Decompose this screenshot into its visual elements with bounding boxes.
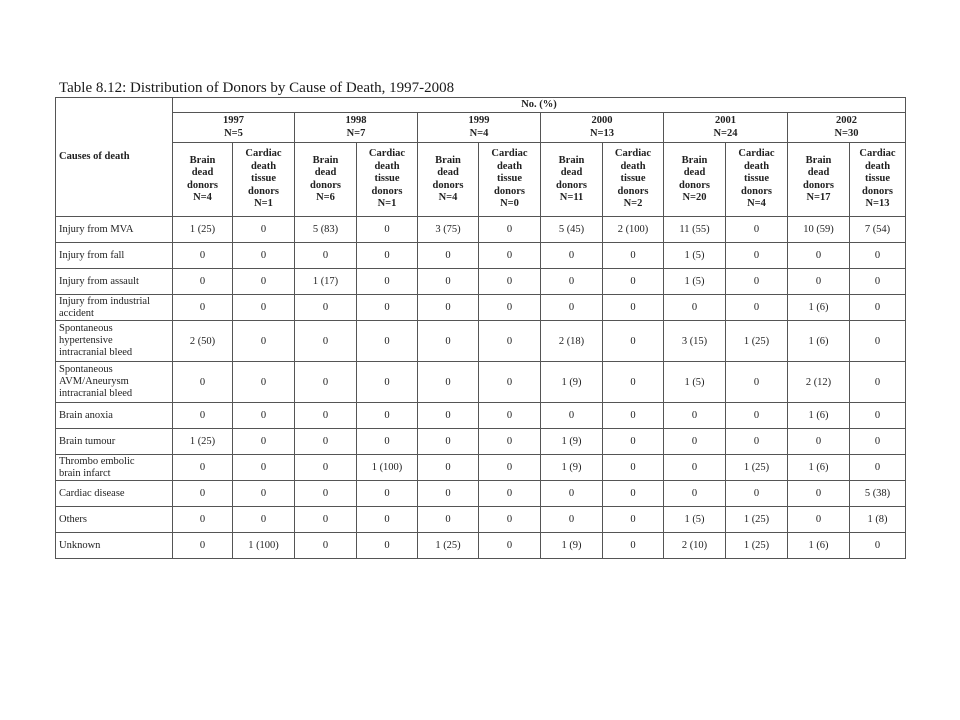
value-cell: 0 [173, 243, 233, 269]
cause-label: hypertensive [59, 335, 113, 346]
value-cell: 5 (45) [541, 217, 603, 243]
header-line: tissue [250, 173, 277, 185]
year-total: N=5 [224, 127, 243, 139]
value-cell: 1 (5) [664, 507, 726, 533]
value-cell: 0 [603, 507, 664, 533]
header-line: death [743, 160, 770, 172]
header-line: dead [807, 167, 830, 178]
value-cell: 2 (10) [664, 533, 726, 559]
year-header [295, 113, 418, 143]
header-line: death [374, 160, 400, 172]
value-cell: 0 [173, 295, 233, 321]
cause-label: Spontaneous [59, 364, 113, 375]
header-line: dead [560, 167, 583, 178]
cardiac-death-donors-header [479, 143, 541, 217]
value-cell: 0 [788, 481, 850, 507]
value-cell: 0 [295, 295, 357, 321]
value-cell: 1 (100) [357, 455, 418, 481]
value-cell: 0 [295, 362, 357, 403]
cause-label: Brain tumour [59, 435, 116, 447]
value-cell: 0 [479, 481, 541, 507]
value-cell: 0 [479, 321, 541, 362]
value-cell: 0 [850, 243, 906, 269]
value-cell: 0 [173, 481, 233, 507]
value-cell: 0 [603, 403, 664, 429]
value-cell: 1 (100) [233, 533, 295, 559]
value-cell: 0 [479, 217, 541, 243]
value-cell: 0 [788, 507, 850, 533]
header-line: Cardiac [859, 148, 896, 160]
header-line: Cardiac [245, 148, 282, 160]
table-row [56, 217, 906, 243]
header-line: N=17 [806, 192, 831, 203]
cause-label: Injury from fall [59, 249, 125, 261]
value-cell: 0 [233, 295, 295, 321]
value-cell: 5 (38) [850, 481, 906, 507]
value-cell: 0 [357, 507, 418, 533]
header-line: Brain [681, 154, 708, 166]
year-total: N=4 [469, 127, 489, 139]
table-row [56, 429, 906, 455]
value-cell: 1 (25) [726, 321, 788, 362]
value-cell: 0 [357, 533, 418, 559]
value-cell: 0 [357, 217, 418, 243]
header-line: donors [310, 179, 341, 191]
value-cell: 1 (6) [788, 321, 850, 362]
year-label: 1998 [345, 115, 367, 126]
value-cell: 0 [418, 269, 479, 295]
value-cell: 0 [357, 321, 418, 362]
brain-dead-donors-header [541, 143, 603, 217]
table-row [56, 403, 906, 429]
value-cell: 1 (9) [541, 429, 603, 455]
value-cell: 0 [357, 403, 418, 429]
value-cell: 0 [479, 243, 541, 269]
header-row-donor-types [56, 143, 906, 217]
cause-cell [56, 481, 173, 507]
value-cell: 0 [357, 429, 418, 455]
value-cell: 0 [233, 429, 295, 455]
header-line: N=0 [500, 198, 519, 210]
year-header [418, 113, 541, 143]
value-cell: 0 [788, 269, 850, 295]
value-cell: 0 [173, 533, 233, 559]
value-cell: 1 (25) [726, 507, 788, 533]
value-cell: 0 [418, 295, 479, 321]
value-cell: 0 [357, 243, 418, 269]
cause-cell [56, 269, 173, 295]
value-cell: 11 (55) [664, 217, 726, 243]
header-line: N=11 [559, 192, 584, 203]
value-cell: 0 [850, 533, 906, 559]
cardiac-death-donors-header [603, 143, 664, 217]
value-cell: 0 [173, 362, 233, 403]
value-cell: 0 [603, 269, 664, 295]
header-line: donors [371, 185, 403, 197]
value-cell: 10 (59) [788, 217, 850, 243]
cause-label: intracranial bleed [59, 388, 133, 399]
value-cell: 1 (9) [541, 533, 603, 559]
value-cell: 2 (12) [788, 362, 850, 403]
value-cell: 0 [295, 243, 357, 269]
header-line: donors [187, 179, 218, 191]
header-line: donors [248, 185, 279, 197]
value-cell: 0 [726, 429, 788, 455]
year-total: N=7 [346, 127, 366, 139]
value-cell: 0 [664, 295, 726, 321]
cause-cell [56, 295, 173, 321]
year-label: 2002 [836, 115, 857, 126]
cause-cell [56, 507, 173, 533]
brain-dead-donors-header [173, 143, 233, 217]
header-line: donors [617, 185, 649, 197]
value-cell: 0 [603, 455, 664, 481]
header-line: N=4 [438, 192, 458, 203]
header-line: donors [803, 179, 834, 191]
cause-cell [56, 429, 173, 455]
header-line: Brain [805, 154, 832, 166]
header-line: donors [862, 185, 893, 197]
value-cell: 0 [233, 455, 295, 481]
value-cell: 0 [479, 362, 541, 403]
cause-cell [56, 217, 173, 243]
value-cell: 0 [603, 321, 664, 362]
value-cell: 0 [726, 481, 788, 507]
value-cell: 0 [479, 455, 541, 481]
value-cell: 0 [726, 243, 788, 269]
value-cell: 0 [603, 533, 664, 559]
value-cell: 0 [726, 295, 788, 321]
value-cell: 0 [233, 403, 295, 429]
value-cell: 0 [541, 243, 603, 269]
header-line: death [496, 160, 523, 172]
value-cell: 1 (5) [664, 243, 726, 269]
cause-cell [56, 243, 173, 269]
value-cell: 0 [850, 321, 906, 362]
header-line: donors [432, 179, 464, 191]
year-total: N=24 [713, 127, 738, 139]
value-cell: 0 [541, 481, 603, 507]
value-cell: 0 [664, 455, 726, 481]
value-cell: 0 [726, 269, 788, 295]
value-cell: 0 [541, 295, 603, 321]
value-cell: 0 [850, 295, 906, 321]
header-line: dead [683, 167, 706, 178]
table-title: Table 8.12: Distribution of Donors by Cause of Death, 1997-2008 [59, 80, 455, 96]
value-cell: 0 [788, 243, 850, 269]
value-cell: 0 [850, 455, 906, 481]
year-total: N=30 [834, 127, 859, 139]
value-cell: 1 (6) [788, 295, 850, 321]
cause-label: accident [59, 307, 94, 319]
header-line: tissue [743, 173, 770, 185]
value-cell: 1 (17) [295, 269, 357, 295]
value-cell: 1 (6) [788, 533, 850, 559]
value-cell: 0 [850, 362, 906, 403]
cause-label: Thrombo embolic [59, 455, 135, 467]
cardiac-death-donors-header [357, 143, 418, 217]
value-cell: 0 [173, 403, 233, 429]
table-row [56, 362, 906, 403]
year-total: N=13 [589, 127, 615, 139]
value-cell: 0 [664, 429, 726, 455]
value-cell: 0 [850, 403, 906, 429]
cause-label: Injury from industrial [59, 295, 150, 307]
header-line: dead [191, 167, 214, 178]
table-row [56, 455, 906, 481]
value-cell: 1 (8) [850, 507, 906, 533]
header-line: Cardiac [614, 148, 652, 160]
header-line: N=6 [316, 192, 335, 203]
header-line: N=4 [747, 198, 766, 210]
value-cell: 0 [233, 481, 295, 507]
header-line: N=2 [623, 198, 643, 210]
value-cell: 0 [233, 269, 295, 295]
header-line: Brain [189, 154, 216, 166]
value-cell: 0 [418, 362, 479, 403]
value-cell: 0 [479, 269, 541, 295]
cardiac-death-donors-header [850, 143, 906, 217]
cause-label: Unknown [59, 539, 101, 551]
value-cell: 3 (75) [418, 217, 479, 243]
year-header [788, 113, 906, 143]
header-line: N=20 [682, 192, 707, 203]
value-cell: 0 [173, 269, 233, 295]
cause-label: brain infarct [59, 467, 111, 479]
header-line: Brain [312, 154, 339, 166]
value-cell: 0 [479, 295, 541, 321]
table-row [56, 533, 906, 559]
cause-cell [56, 455, 173, 481]
value-cell: 0 [850, 269, 906, 295]
cause-label: Spontaneous [59, 323, 113, 334]
value-cell: 0 [418, 455, 479, 481]
value-cell: 0 [295, 321, 357, 362]
value-cell: 7 (54) [850, 217, 906, 243]
value-cell: 0 [479, 403, 541, 429]
cause-cell [56, 362, 173, 403]
header-line: donors [556, 179, 587, 191]
year-header [664, 113, 788, 143]
table-row [56, 321, 906, 362]
value-cell: 0 [788, 429, 850, 455]
cause-label: AVM/Aneurysm [59, 376, 129, 387]
value-cell: 0 [295, 533, 357, 559]
header-line: Brain [435, 154, 461, 166]
donor-distribution-table [55, 97, 906, 559]
header-line: tissue [864, 173, 891, 185]
value-cell: 0 [418, 429, 479, 455]
year-label: 2001 [715, 115, 736, 126]
header-row-years [56, 113, 906, 143]
year-label: 1997 [223, 115, 244, 126]
count-percent-header: No. (%) [173, 98, 906, 113]
header-line: N=4 [193, 192, 212, 203]
value-cell: 1 (5) [664, 362, 726, 403]
header-line: tissue [620, 173, 646, 185]
value-cell: 0 [233, 321, 295, 362]
header-line: death [620, 160, 646, 172]
header-line: tissue [496, 173, 523, 185]
value-cell: 0 [173, 507, 233, 533]
value-cell: 0 [726, 362, 788, 403]
value-cell: 0 [603, 243, 664, 269]
value-cell: 0 [418, 507, 479, 533]
year-header [173, 113, 295, 143]
value-cell: 1 (6) [788, 403, 850, 429]
header-line: donors [679, 179, 710, 191]
value-cell: 1 (25) [726, 533, 788, 559]
value-cell: 1 (25) [726, 455, 788, 481]
cause-cell [56, 321, 173, 362]
value-cell: 0 [603, 481, 664, 507]
header-line: death [250, 160, 277, 172]
table-row [56, 481, 906, 507]
value-cell: 2 (50) [173, 321, 233, 362]
value-cell: 1 (5) [664, 269, 726, 295]
value-cell: 0 [541, 269, 603, 295]
table-row [56, 507, 906, 533]
header-row-group [56, 98, 906, 113]
value-cell: 0 [850, 429, 906, 455]
value-cell: 0 [295, 507, 357, 533]
year-label: 2000 [591, 115, 613, 126]
cause-label: Brain anoxia [59, 409, 113, 421]
value-cell: 0 [603, 429, 664, 455]
cause-label: intracranial bleed [59, 347, 133, 358]
header-line: dead [437, 167, 459, 178]
header-line: Brain [558, 154, 585, 166]
value-cell: 0 [173, 455, 233, 481]
value-cell: 0 [357, 295, 418, 321]
value-cell: 0 [541, 507, 603, 533]
year-label: 1999 [468, 115, 490, 126]
header-line: N=1 [377, 198, 397, 210]
header-line: N=13 [865, 198, 890, 210]
value-cell: 0 [295, 455, 357, 481]
value-cell: 0 [295, 403, 357, 429]
value-cell: 0 [418, 481, 479, 507]
value-cell: 0 [233, 243, 295, 269]
value-cell: 1 (9) [541, 455, 603, 481]
value-cell: 5 (83) [295, 217, 357, 243]
cause-cell [56, 533, 173, 559]
cause-label: Injury from assault [59, 275, 139, 287]
value-cell: 0 [479, 533, 541, 559]
cause-cell [56, 403, 173, 429]
cause-label: Cardiac disease [59, 487, 125, 499]
header-line: dead [314, 167, 337, 178]
brain-dead-donors-header [418, 143, 479, 217]
value-cell: 0 [357, 269, 418, 295]
value-cell: 0 [295, 481, 357, 507]
value-cell: 0 [479, 429, 541, 455]
value-cell: 1 (25) [173, 429, 233, 455]
value-cell: 0 [418, 321, 479, 362]
value-cell: 0 [726, 403, 788, 429]
value-cell: 0 [603, 362, 664, 403]
value-cell: 0 [233, 362, 295, 403]
causes-column-header: Causes of death [56, 98, 173, 217]
value-cell: 0 [233, 217, 295, 243]
header-line: N=1 [254, 198, 273, 210]
header-line: Cardiac [368, 148, 406, 160]
header-line: donors [741, 185, 772, 197]
value-cell: 2 (18) [541, 321, 603, 362]
header-line: donors [494, 185, 525, 197]
value-cell: 1 (25) [418, 533, 479, 559]
cardiac-death-donors-header [233, 143, 295, 217]
header-line: Cardiac [491, 148, 528, 160]
cause-label: Others [59, 513, 87, 525]
brain-dead-donors-header [295, 143, 357, 217]
value-cell: 0 [664, 403, 726, 429]
table-row [56, 295, 906, 321]
brain-dead-donors-header [664, 143, 726, 217]
value-cell: 0 [233, 507, 295, 533]
value-cell: 0 [295, 429, 357, 455]
table-row [56, 269, 906, 295]
value-cell: 0 [357, 481, 418, 507]
value-cell: 0 [357, 362, 418, 403]
value-cell: 1 (6) [788, 455, 850, 481]
value-cell: 1 (25) [173, 217, 233, 243]
value-cell: 0 [418, 243, 479, 269]
cardiac-death-donors-header [726, 143, 788, 217]
value-cell: 0 [541, 403, 603, 429]
header-line: death [864, 160, 891, 172]
value-cell: 2 (100) [603, 217, 664, 243]
table-row [56, 243, 906, 269]
value-cell: 0 [418, 403, 479, 429]
value-cell: 1 (9) [541, 362, 603, 403]
year-header [541, 113, 664, 143]
value-cell: 0 [603, 295, 664, 321]
value-cell: 0 [664, 481, 726, 507]
header-line: tissue [374, 173, 400, 185]
value-cell: 0 [726, 217, 788, 243]
header-line: Cardiac [738, 148, 775, 160]
cause-label: Injury from MVA [59, 223, 134, 235]
brain-dead-donors-header [788, 143, 850, 217]
value-cell: 3 (15) [664, 321, 726, 362]
value-cell: 0 [479, 507, 541, 533]
